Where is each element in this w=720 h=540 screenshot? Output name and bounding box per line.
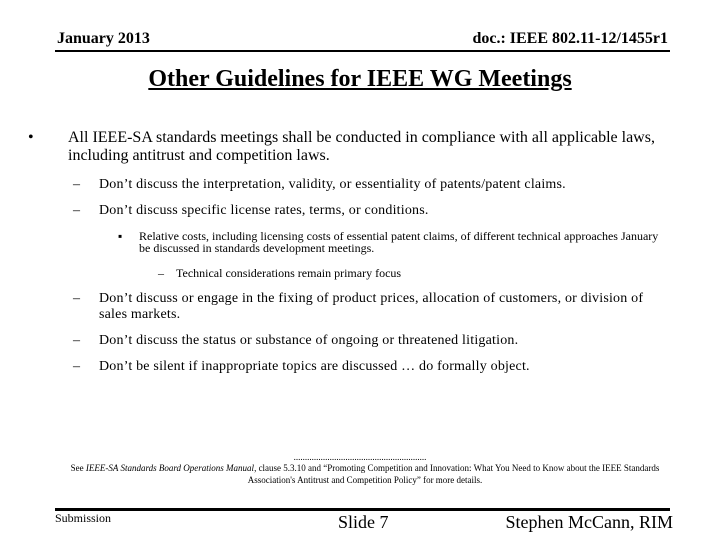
bullet-icon: •	[28, 129, 34, 146]
footer-slide-number: Slide 7	[338, 512, 389, 532]
footnote-manual: IEEE-SA Standards Board Operations Manual	[85, 463, 255, 473]
dash-icon: –	[73, 203, 81, 218]
footnote-rest: , clause 5.3.10 and “Promoting Competition and Innovation: What You Need to Know about the IEEE Standards Association's Antitrust and Competition Policy” for more details.	[247, 463, 660, 485]
footnote-see: See	[70, 463, 86, 473]
footer-rule	[55, 508, 670, 511]
slide-title: Other Guidelines for IEEE WG Meetings	[148, 66, 572, 92]
footer-submission: Submission	[55, 511, 112, 525]
bullet-sub2a1: Technical considerations remain primary focus	[176, 266, 402, 280]
bullet-sub2a: Relative costs, including licensing costs of essential patent claims, of different technical approaches January be discussed in standards development meetings.	[139, 229, 659, 255]
header-date: January 2013	[57, 30, 150, 47]
bullet-sub2: Don’t discuss specific license rates, terms, or conditions.	[99, 203, 429, 218]
bullet-main: All IEEE-SA standards meetings shall be conducted in compliance with all applicable laws, including antitrust and competition laws.	[68, 129, 655, 164]
header-rule	[55, 50, 670, 52]
bullet-sub3: Don’t discuss or engage in the fixing of product prices, allocation of customers, or division of sales markets.	[99, 291, 644, 322]
bullet-sub1: Don’t discuss the interpretation, validity, or essentiality of patents/patent claims.	[99, 177, 566, 192]
dash-icon: –	[158, 266, 164, 280]
dash-icon: –	[73, 333, 81, 348]
dash-icon: –	[73, 177, 81, 192]
dash-icon: –	[73, 359, 81, 374]
bullet-sub4: Don’t discuss the status or substance of ongoing or threatened litigation.	[99, 333, 519, 348]
bullet-icon: ▪	[118, 229, 123, 243]
header-doc: doc.: IEEE 802.11-12/1455r1	[472, 30, 668, 47]
bullet-sub5: Don’t be silent if inappropriate topics are discussed … do formally object.	[99, 359, 530, 374]
footer-author: Stephen McCann, RIM	[505, 512, 673, 532]
footnote	[55, 462, 675, 486]
dash-icon: –	[73, 291, 81, 306]
footnote-dots: ...........................................................	[293, 452, 427, 462]
